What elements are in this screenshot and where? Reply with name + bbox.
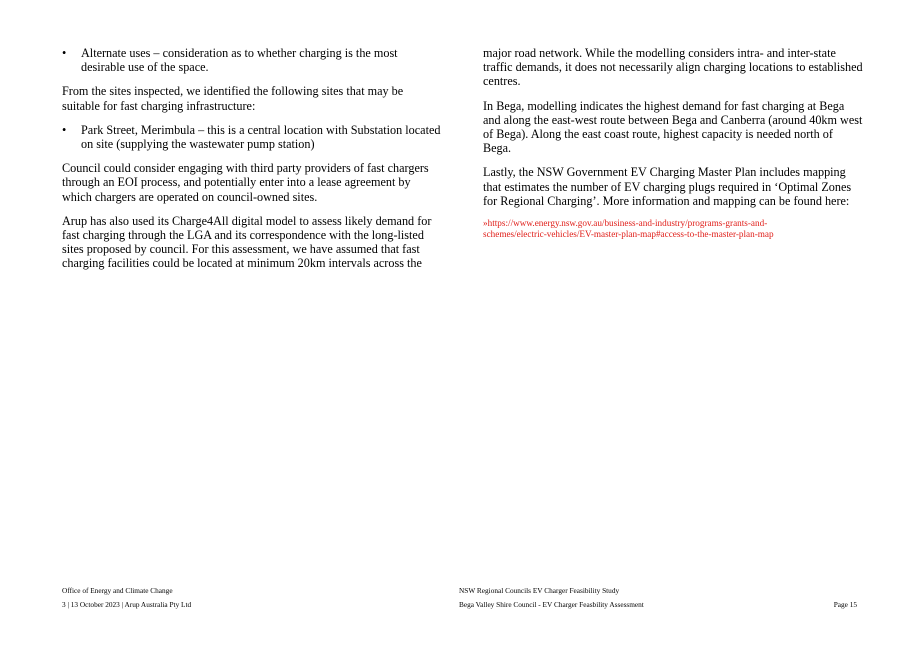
bullet-park-street: [62, 123, 442, 151]
paragraph-council-eoi: Council could consider engaging with third party providers of fast chargers through an EOI process, and potentially enter into a lease agreement by which chargers are operated on council-owned sites.: [62, 161, 429, 204]
bullet-text: Park Street, Merimbula – this is a central location with Substation located on site (supplying the wastewater pump station): [81, 122, 441, 152]
paragraph-master-plan: Lastly, the NSW Government EV Charging Master Plan includes mapping that estimates the number of EV charging plugs required in ‘Optimal Zones for Regional Charging’. More information and mapping can be found here:: [483, 165, 852, 208]
page-number: Page 15: [833, 600, 857, 609]
link-line-1: »https://www.energy.nsw.gov.au/business-and-industry/programs-grants-and-: [483, 218, 768, 229]
footer-left-line-1: Office of Energy and Climate Change: [62, 586, 173, 595]
right-column: [483, 46, 863, 241]
paragraph-road-network: major road network. While the modelling considers intra- and inter-state traffic demands, it does not necessarily align charging locations to established centres.: [483, 46, 863, 89]
bullet-glyph: •: [62, 122, 67, 137]
master-plan-link[interactable]: [483, 218, 863, 241]
footer-center-line-2: Bega Valley Shire Council - EV Charger Feasbility Assessment: [459, 600, 644, 609]
link-line-2: schemes/electric-vehicles/EV-master-plan-map#access-to-the-master-plan-map: [483, 229, 774, 240]
left-column: [62, 46, 442, 281]
bullet-alternate-uses: [62, 46, 442, 74]
paragraph-bega-modelling: In Bega, modelling indicates the highest demand for fast charging at Bega and along the east-west route between Bega and Canberra (around 40km west of Bega). Along the east coast route, highest capacity is needed north of Bega.: [483, 98, 863, 156]
paragraph-sites-inspected: From the sites inspected, we identified the following sites that may be suitable for fast charging infrastructure:: [62, 84, 404, 113]
paragraph-charge4all: Arup has also used its Charge4All digital model to assess likely demand for fast charging through the LGA and its correspondence with the long-listed sites proposed by council. For this assessment, we have assumed that fast charging facilities could be located at minimum 20km intervals across the: [62, 213, 432, 271]
footer-left-line-2: 3 | 13 October 2023 | Arup Australia Pty Ltd: [62, 600, 192, 609]
footer-center-line-1: NSW Regional Councils EV Charger Feasibility Study: [459, 586, 620, 595]
bullet-glyph: •: [62, 46, 67, 60]
bullet-text: Alternate uses – consideration as to whether charging is the most desirable use of the space.: [81, 46, 398, 75]
